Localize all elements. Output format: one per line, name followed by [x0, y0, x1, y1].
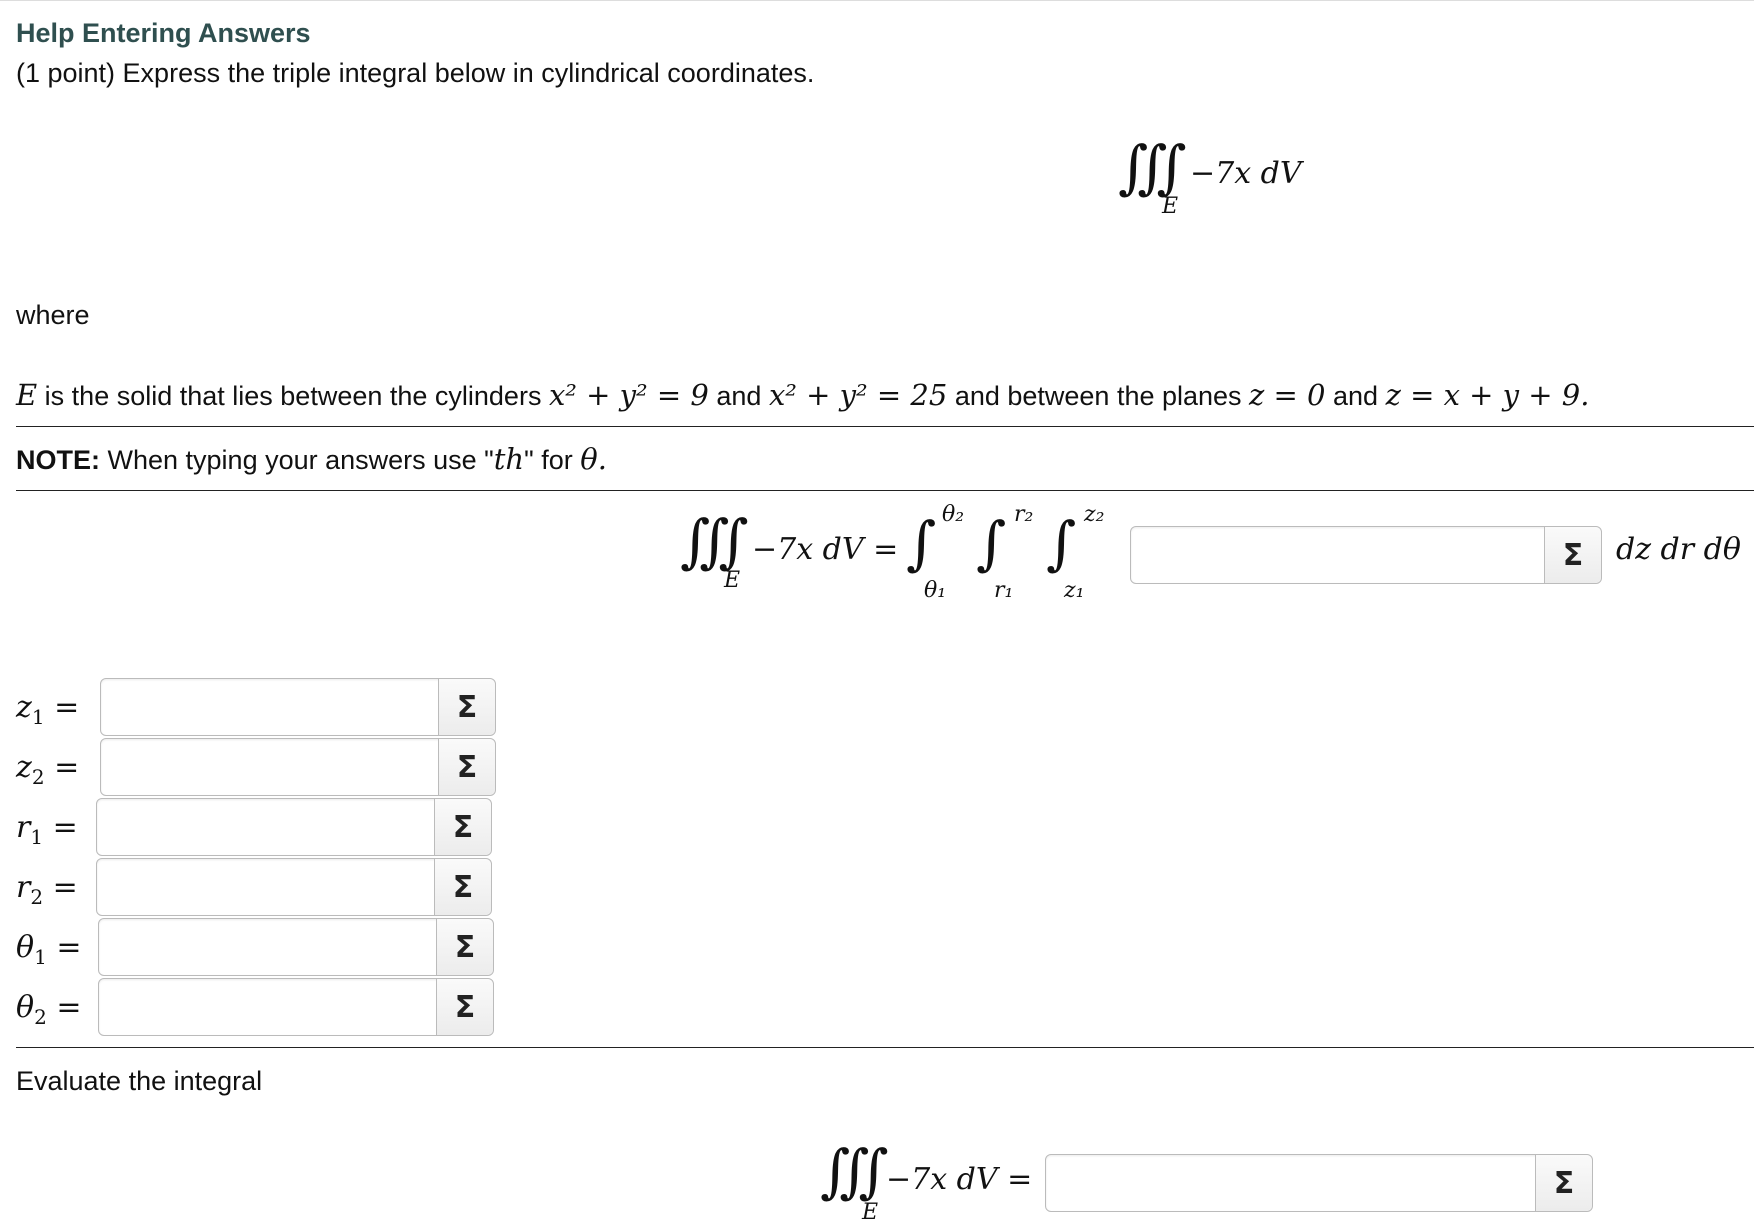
- r1-input[interactable]: [97, 799, 434, 855]
- theta-lower-limit: θ₁: [924, 578, 947, 603]
- z-integral-sign: ∫: [1046, 509, 1077, 577]
- bound-box-z1: [100, 678, 496, 736]
- bound-label-theta1: $\theta_1$ =: [16, 930, 82, 969]
- desc-and1: and: [708, 381, 769, 411]
- divider-3: [16, 1047, 1754, 1048]
- bound-box-r1: [96, 798, 492, 856]
- triple-integral-symbol: ∭: [820, 1137, 889, 1205]
- final-answer-box: [1045, 1154, 1593, 1212]
- final-answer-input[interactable]: [1046, 1155, 1535, 1211]
- divider-2: [16, 490, 1754, 491]
- z-lower-limit: z₁: [1064, 578, 1085, 603]
- bound-box-theta2: [98, 978, 494, 1036]
- cylinder-eq-2: x² + y² = 25: [768, 378, 948, 412]
- equation-editor-button[interactable]: Σ: [434, 859, 491, 915]
- region-subscript: E: [724, 568, 741, 593]
- note-text: When typing your answers use ": [100, 445, 494, 475]
- note-theta: θ.: [580, 442, 607, 476]
- z1-input[interactable]: [101, 679, 438, 735]
- integrand: −7x dV: [1190, 156, 1302, 191]
- equation-editor-button[interactable]: Σ: [436, 979, 493, 1035]
- z2-input[interactable]: [101, 739, 438, 795]
- desc-part2: and between the planes: [947, 381, 1250, 411]
- note-bold-label: NOTE:: [16, 445, 100, 475]
- equation-editor-button[interactable]: Σ: [1544, 527, 1601, 583]
- theta-integral-sign: ∫: [906, 509, 937, 577]
- region-subscript: E: [1162, 194, 1179, 219]
- help-entering-answers-link[interactable]: Help Entering Answers: [16, 18, 311, 48]
- equation-editor-button[interactable]: Σ: [438, 739, 495, 795]
- region-subscript: E: [862, 1200, 879, 1225]
- evaluate-label: Evaluate the integral: [16, 1066, 263, 1096]
- theta1-input[interactable]: [99, 919, 436, 975]
- equation-editor-button[interactable]: Σ: [1535, 1155, 1592, 1211]
- theta2-input[interactable]: [99, 979, 436, 1035]
- plane-eq-1: z = 0: [1249, 378, 1326, 412]
- bound-label-z2: $z_2$ =: [16, 750, 80, 789]
- region-description: [16, 378, 1589, 412]
- region-E: E: [16, 378, 38, 412]
- triple-integral-symbol: ∭: [1118, 133, 1187, 201]
- equation-editor-button[interactable]: Σ: [436, 919, 493, 975]
- r2-input[interactable]: [97, 859, 434, 915]
- bound-box-r2: [96, 858, 492, 916]
- bound-label-theta2: $\theta_2$ =: [16, 990, 82, 1029]
- where-label: where: [16, 300, 90, 330]
- final-lhs: −7x dV =: [886, 1162, 1033, 1197]
- integrand-input[interactable]: [1131, 527, 1544, 583]
- equation-editor-button[interactable]: Σ: [434, 799, 491, 855]
- equation-editor-button[interactable]: Σ: [438, 679, 495, 735]
- divider-1: [16, 426, 1754, 427]
- z-upper-limit: z₂: [1084, 502, 1105, 527]
- bound-label-z1: $z_1$ =: [16, 690, 80, 729]
- triple-integral-symbol: ∭: [680, 507, 749, 575]
- r-lower-limit: r₁: [994, 578, 1014, 603]
- plane-eq-2: z = x + y + 9.: [1385, 378, 1590, 412]
- integral-lhs: −7x dV =: [752, 532, 899, 567]
- differential: dz dr dθ: [1616, 532, 1741, 567]
- cylinder-eq-1: x² + y² = 9: [548, 378, 709, 412]
- r-upper-limit: r₂: [1014, 502, 1034, 527]
- bound-box-z2: [100, 738, 496, 796]
- desc-and2: and: [1325, 381, 1386, 411]
- bound-label-r2: $r_2$ =: [16, 870, 78, 909]
- note-th: th: [493, 442, 525, 476]
- integrand-answer-box: [1130, 526, 1602, 584]
- desc-part1: is the solid that lies between the cylinders: [37, 381, 549, 411]
- note-text2: " for: [524, 445, 581, 475]
- r-integral-sign: ∫: [976, 509, 1007, 577]
- top-border: [0, 0, 1754, 1]
- note: [16, 442, 607, 476]
- bound-box-theta1: [98, 918, 494, 976]
- problem-prompt: (1 point) Express the triple integral below in cylindrical coordinates.: [16, 58, 815, 88]
- bound-label-r1: $r_1$ =: [16, 810, 78, 849]
- theta-upper-limit: θ₂: [942, 502, 965, 527]
